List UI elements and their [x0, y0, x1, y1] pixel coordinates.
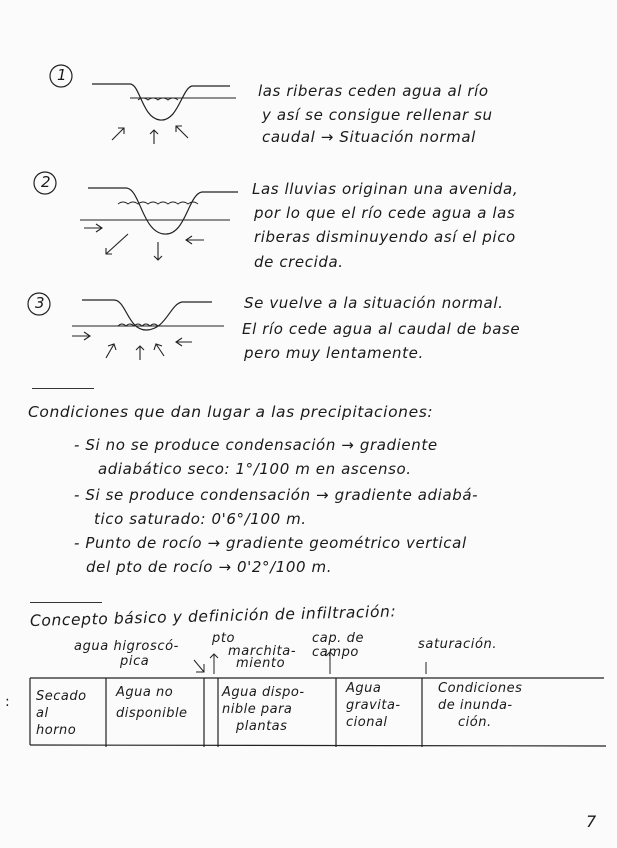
- cell-oven-dried: Secado al horno: [36, 689, 87, 738]
- label-hygroscopic-line-1: agua higroscó-: [74, 639, 179, 654]
- riverbed-diagram-1: [90, 78, 250, 153]
- label-saturation: saturación.: [418, 637, 498, 652]
- section-2-number: 2: [41, 173, 51, 191]
- label-wilting-line-3: miento: [236, 656, 286, 671]
- condition-1-line-2: adiabático seco: 1°/100 m en ascenso.: [98, 460, 412, 478]
- separator-rule-1: [32, 388, 94, 389]
- condition-2-line-1: - Si se produce condensación → gradiente adiabá-: [74, 486, 479, 504]
- label-wilting-line-2: marchita-: [228, 644, 297, 659]
- section-2-line-1: Las lluvias originan una avenida,: [252, 180, 519, 198]
- section-2-line-2: por lo que el río cede agua a las: [254, 204, 516, 222]
- section-1-line-3: caudal → Situación normal: [262, 128, 476, 146]
- section-1-number: 1: [57, 66, 67, 84]
- cell-unavailable-water: Agua no disponible: [116, 685, 188, 721]
- section-3-number: 3: [35, 294, 45, 312]
- condition-1-line-1: - Si no se produce condensación → gradiente: [74, 436, 438, 454]
- riverbed-diagram-2: [78, 182, 248, 267]
- section-1-line-2: y así se consigue rellenar su: [262, 106, 493, 124]
- infiltration-heading: Concepto básico y definición de infiltración:: [29, 602, 397, 630]
- conditions-heading: Condiciones que dan lugar a las precipitaciones:: [28, 403, 434, 421]
- label-hygroscopic-line-2: pica: [120, 654, 150, 669]
- label-wilting-line-1: pto: [212, 631, 236, 646]
- cell-flood-conditions: Condiciones de inunda- ción.: [438, 681, 523, 730]
- section-3-line-3: pero muy lentamente.: [244, 344, 424, 362]
- margin-colon: :: [5, 694, 10, 710]
- section-2-line-4: de crecida.: [254, 253, 344, 271]
- cell-available-water: Agua dispo- nible para plantas: [222, 685, 305, 734]
- condition-3-line-2: del pto de rocío → 0'2°/100 m.: [86, 558, 333, 576]
- label-field-capacity-line-2: campo: [312, 645, 359, 660]
- separator-rule-2: [30, 602, 102, 603]
- section-3-line-2: El río cede agua al caudal de base: [242, 320, 521, 338]
- label-field-capacity-line-1: cap. de: [312, 631, 365, 646]
- condition-3-line-1: - Punto de rocío → gradiente geométrico vertical: [74, 534, 467, 552]
- section-1-line-1: las riberas ceden agua al río: [258, 82, 489, 100]
- condition-2-line-2: tico saturado: 0'6°/100 m.: [94, 510, 307, 528]
- riverbed-diagram-3: [68, 296, 238, 366]
- section-3-line-1: Se vuelve a la situación normal.: [244, 294, 504, 312]
- page-number: 7: [586, 812, 597, 831]
- cell-gravitational-water: Agua gravita- cional: [346, 681, 401, 730]
- section-2-line-3: riberas disminuyendo así el pico: [254, 228, 516, 246]
